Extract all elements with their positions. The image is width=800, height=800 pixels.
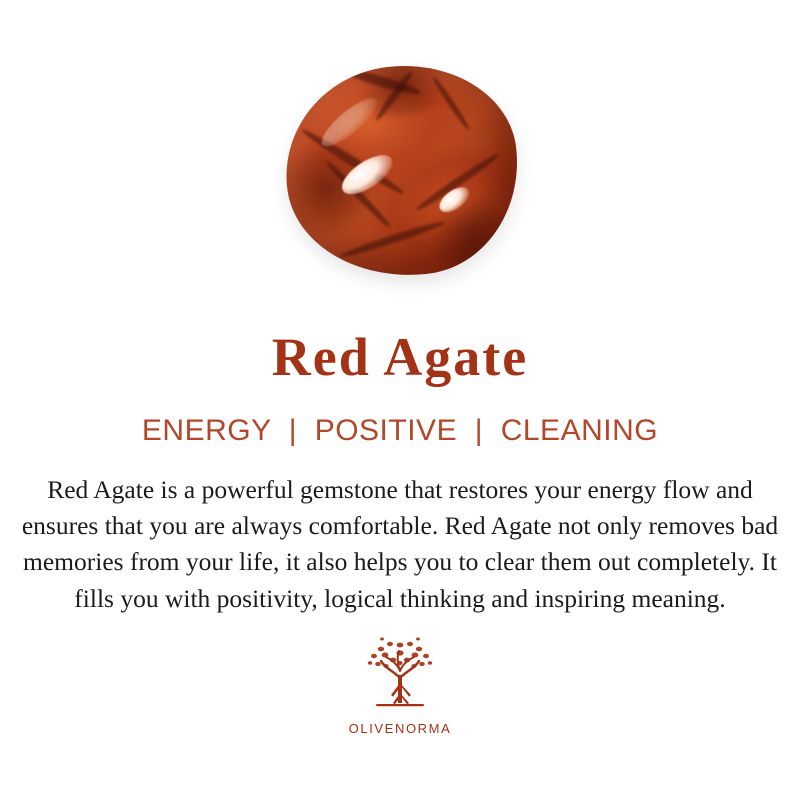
brand-logo (349, 631, 452, 736)
stone-shadow-patch (420, 194, 528, 284)
tree-of-life-icon (352, 631, 448, 719)
gemstone-illustration (286, 66, 518, 276)
product-title: Red Agate (271, 327, 529, 387)
gemstone-image (0, 0, 800, 330)
brand-name: OLIVENORMA (348, 720, 452, 736)
product-attributes: ENERGY | POSITIVE | CLEANING (141, 414, 659, 447)
red-agate-stone-shape (276, 54, 529, 287)
product-description: Red Agate is a powerful gemstone that restores your energy flow and ensures that you are always comfortable. Red Agate not only removes bad memories from your life, it also helps you to clear them out completely. It fills you with positivity, logical thinking and inspiring meaning. (21, 475, 779, 613)
